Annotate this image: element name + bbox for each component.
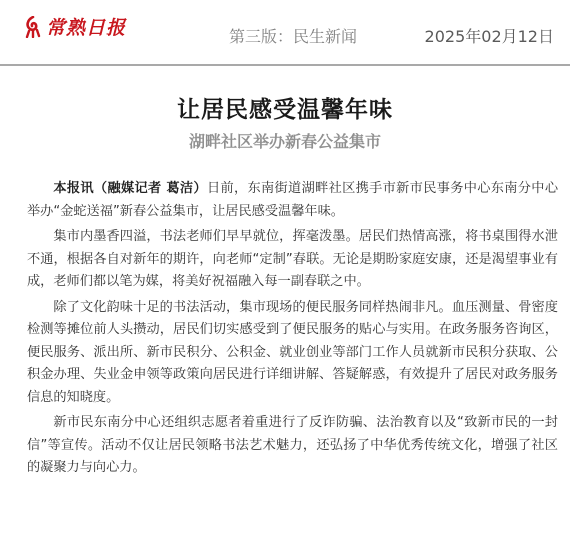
paragraph: 新市民东南分中心还组织志愿者着重进行了反诈防骗、法治教育以及“致新市民的一封信”等宣传。活动不仅让居民领略书法艺术魅力，还弘扬了中华优秀传统文化，增强了社区的凝聚力与向心力。 [27, 415, 558, 475]
newspaper-logo[interactable] [24, 13, 126, 40]
paragraph: 集市内墨香四溢，书法老师们早早就位，挥毫泼墨。居民们热情高涨，将书桌围得水泄不通，根据各自对新年的期许，向老师“定制”春联。无论是期盼家庭安康，还是渴望事业有成，老师们都以笔为媒，将美好祝福融入每一副春联之中。 [27, 229, 558, 289]
brand-swirl-icon [24, 16, 42, 38]
article-body [27, 178, 558, 480]
logo-wordmark: 常熟日报 [46, 17, 127, 39]
masthead [0, 0, 570, 66]
lead-text: 日前，东南街道湖畔社区携手市新市民事务中心东南分中心举办“金蛇送福”新春公益集市，让居民感受温馨年味。 [27, 181, 559, 219]
issue-date: 2025年02月12日 [424, 27, 554, 46]
article-title: 让居民感受温馨年味 [177, 97, 393, 123]
byline: 本报讯（融媒记者 葛洁） [53, 181, 207, 196]
lead-paragraph [27, 178, 558, 223]
edition-label[interactable]: 第三版：民生新闻 [229, 27, 358, 46]
masthead-divider [0, 64, 570, 66]
paragraph: 除了文化韵味十足的书法活动，集市现场的便民服务同样热闹非凡。血压测量、骨密度检测等摊位前人头攒动，居民们切实感受到了便民服务的贴心与实用。在政务服务咨询区，便民服务、派出所、新市民积分、公积金、就业创业等部门工作人员就新市民积分获取、公积金办理、失业金申领等政策向居民进行详细讲解、答疑解惑，有效提升了居民对政务服务信息的知晓度。 [27, 299, 558, 405]
article-subtitle: 湖畔社区举办新春公益集市 [188, 132, 381, 151]
